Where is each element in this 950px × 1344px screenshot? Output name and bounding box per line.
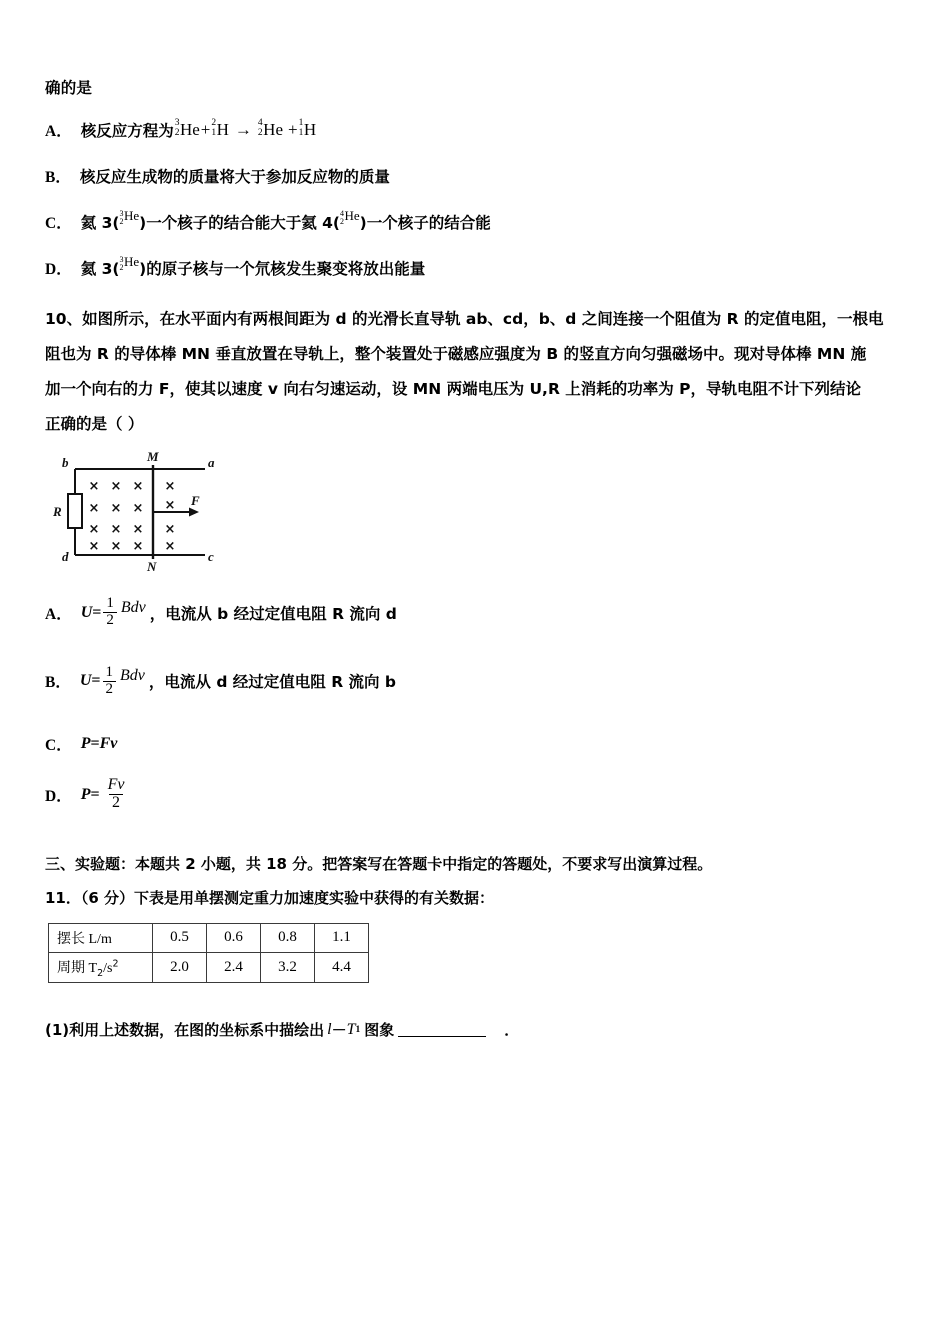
q9-option-a-label: A． [45,122,72,140]
row-header-symbol: T [88,960,98,976]
table-cell: 4.4 [315,952,369,983]
q9-option-c-seg3: )一个核子的结合能 [359,213,491,232]
q10-option-b[interactable] [45,665,917,698]
q10-b-tail-math: Bdv [120,667,145,685]
field-cross-icon: × [164,479,176,495]
q10-a-fraction [103,596,117,629]
table-cell: 0.8 [261,923,315,952]
q11-sub1-suffix: ． [504,1021,520,1040]
q11-sub1-prefix: (1)利用上述数据，在图的坐标系中描绘出 [45,1021,325,1040]
row-header-pendulum-length [49,923,153,952]
field-cross-icon: × [88,479,100,495]
figure-label-F: F [191,493,200,509]
magnetic-field-marks-group [89,479,176,554]
q10-option-a-label: A． [45,605,72,623]
pendulum-data-table [48,923,369,984]
nuclide-h1-eq [298,117,317,140]
q9-option-a-prefix: 核反应方程为 [80,121,174,140]
fraction-numerator: 1 [105,663,114,680]
q10-d-var: P [80,785,91,803]
q10-a-equals: = [92,603,102,621]
nuclide-he3-eq [174,117,200,140]
fraction-numerator: 1 [106,595,114,612]
field-cross-icon: × [164,539,176,555]
nuclide-charge: 2 [119,262,124,272]
q10-b-comma: ， [148,673,165,692]
field-cross-icon: × [88,539,100,555]
row-header-subscript: 2 [97,967,104,979]
nuclide-symbol: He [263,119,283,139]
q10-stem-line-4: 正确的是（ ） [45,415,144,434]
nuclide-mass: 3 [119,208,124,218]
section-three-heading: 三、实验题：本题共 2 小题，共 18 分。把答案写在答题卡中指定的答题处，不要求写出演算过程。 [45,854,713,873]
nuclide-he4-eq [257,117,283,140]
table-cell: 3.2 [261,952,315,983]
q9-option-c-seg1: 氦 3( [80,213,120,232]
q10-c-var: P [80,735,91,753]
figure-label-M: M [147,451,159,465]
q9-option-b[interactable] [45,165,917,187]
nuclide-charge: 1 [211,127,217,138]
q9-option-c[interactable] [45,207,917,233]
table-cell: 1.1 [315,923,369,952]
q11-sym-T: T [346,1021,356,1039]
field-cross-icon: × [88,501,100,517]
row-header-unit: L/m [88,931,112,947]
q10-a-var: U [80,603,93,621]
question-10-figure [53,451,917,578]
q10-a-text: 电流从 b 经过定值电阻 R 流向 d [165,604,397,623]
field-cross-icon: × [88,522,100,538]
figure-label-b: b [62,455,69,471]
question-11-sub-1 [45,1017,917,1043]
question-11-stem: 11．（6 分）下表是用单摆测定重力加速度实验中获得的有关数据： [45,889,495,908]
nuclide-mass: 4 [340,208,344,218]
row-header-superscript: 2 [112,957,119,969]
q10-option-c[interactable] [45,733,917,755]
q10-stem-line-3: 加一个向右的力 F，使其以速度 v 向右匀速运动，设 MN 两端电压为 U,R 上消耗的功率为 P，导轨电阻不计下列结论 [45,380,862,399]
table-row [49,923,369,952]
q9-option-b-label: B． [45,168,71,186]
field-cross-icon: × [110,479,122,495]
q10-c-tail-math: Fv [99,735,118,753]
q11-minus: － [331,1021,347,1040]
nuclide-he3-inline-d1 [119,254,139,271]
field-cross-icon: × [164,498,176,514]
top-fragment: 确的是 [45,79,93,97]
field-cross-icon: × [164,522,176,538]
nuclide-symbol: H [216,119,229,139]
q10-d-equals: = [90,785,100,803]
q10-c-equals: = [90,735,100,753]
fraction-denominator: 2 [103,612,117,629]
q10-b-var: U [79,672,92,690]
nuclide-symbol: He [123,207,140,223]
plus-sign-2: + [288,119,298,139]
figure-label-a: a [208,455,215,471]
table-cell: 0.5 [153,923,207,952]
resistor-R-box [68,494,82,528]
nuclide-h2-eq [211,117,229,140]
row-header-cn: 周期 [57,959,85,976]
field-cross-icon: × [132,522,144,538]
q10-b-fraction [103,665,117,698]
q9-option-a[interactable] [45,119,917,141]
q9-option-d-label: D． [45,260,72,278]
nuclide-charge: 2 [257,127,263,138]
nuclide-mass: 3 [174,117,180,128]
nuclide-symbol: H [303,119,317,139]
q9-option-c-seg2: )一个核子的结合能大于氦 4( [139,213,340,232]
field-cross-icon: × [110,501,122,517]
q9-option-c-label: C． [45,214,72,232]
reaction-arrow-icon: → [234,119,252,139]
nuclide-symbol: He [344,207,360,223]
q9-option-d[interactable] [45,253,917,279]
table-cell: 2.0 [153,952,207,983]
plus-sign-1: + [200,119,211,139]
q11-sub1-mid: 图象 [364,1021,395,1040]
nuclide-mass: 3 [119,254,124,264]
q10-stem-line-1: 10、如图所示，在水平面内有两根间距为 d 的光滑长直导轨 ab、cd，b、d 之间连接一个阻值为 R 的定值电阻，一根电 [45,309,884,328]
page-content [45,78,917,1043]
table-row [49,952,369,983]
q10-a-tail-math: Bdv [120,598,146,616]
field-cross-icon: × [110,539,122,555]
nuclide-charge: 2 [340,216,344,226]
row-header-cn: 摆长 [57,930,85,947]
fraction-denominator: 2 [103,681,117,698]
q10-b-equals: = [91,672,101,690]
q10-option-b-label: B． [45,674,71,692]
figure-label-d: d [62,549,69,565]
nuclide-symbol: He [179,119,200,139]
q11-sym-l: l [327,1021,332,1039]
q10-option-c-label: C． [45,737,72,755]
nuclide-symbol: He [123,253,140,269]
figure-label-N: N [147,559,157,574]
q9-option-d-seg2: )的原子核与一个氘核发生聚变将放出能量 [139,259,426,278]
nuclide-mass: 1 [298,117,304,128]
force-arrow-head-icon [189,508,199,517]
figure-label-c: c [208,549,214,565]
nuclide-he3-inline-c1 [119,208,139,225]
nuclide-mass: 2 [211,117,217,128]
q10-option-a[interactable] [45,596,917,629]
table-cell: 0.6 [207,923,261,952]
figure-label-R: R [53,504,62,520]
field-cross-icon: × [132,501,144,517]
nuclide-charge: 2 [119,216,124,226]
section-spacer [45,812,917,852]
table-cell: 2.4 [207,952,261,983]
nuclide-charge: 2 [174,127,180,138]
fraction-numerator: Fv [107,776,125,794]
field-cross-icon: × [132,479,144,495]
q9-option-b-text: 核反应生成物的质量将大于参加反应物的质量 [79,167,390,186]
q9-option-d-seg1: 氦 3( [80,259,120,278]
row-header-period [49,952,153,983]
answer-blank-field[interactable] [398,1023,486,1037]
question-10-stem [45,307,917,437]
nuclide-mass: 4 [257,117,263,128]
row-header-unit: /s [103,960,113,976]
fraction-denominator: 2 [109,794,123,812]
q10-option-d-label: D． [45,787,72,805]
q10-b-text: 电流从 d 经过定值电阻 R 流向 b [164,673,397,692]
q10-option-d[interactable] [45,777,917,812]
q10-stem-line-2: 阻也为 R 的导体棒 MN 垂直放置在导轨上，整个装置处于磁感应强度为 B 的竖直方向匀强磁场中。现对导体棒 MN 施 [45,345,867,364]
nuclide-charge: 1 [298,127,304,138]
q10-d-fraction [105,777,128,812]
field-cross-icon: × [132,539,144,555]
circuit-rails-figure-svg [53,451,221,573]
nuclide-he4-inline-c2 [340,208,360,225]
field-cross-icon: × [110,522,122,538]
q11-sym-T-superscript: 1 [355,1024,361,1035]
q10-a-comma: ， [149,604,166,623]
